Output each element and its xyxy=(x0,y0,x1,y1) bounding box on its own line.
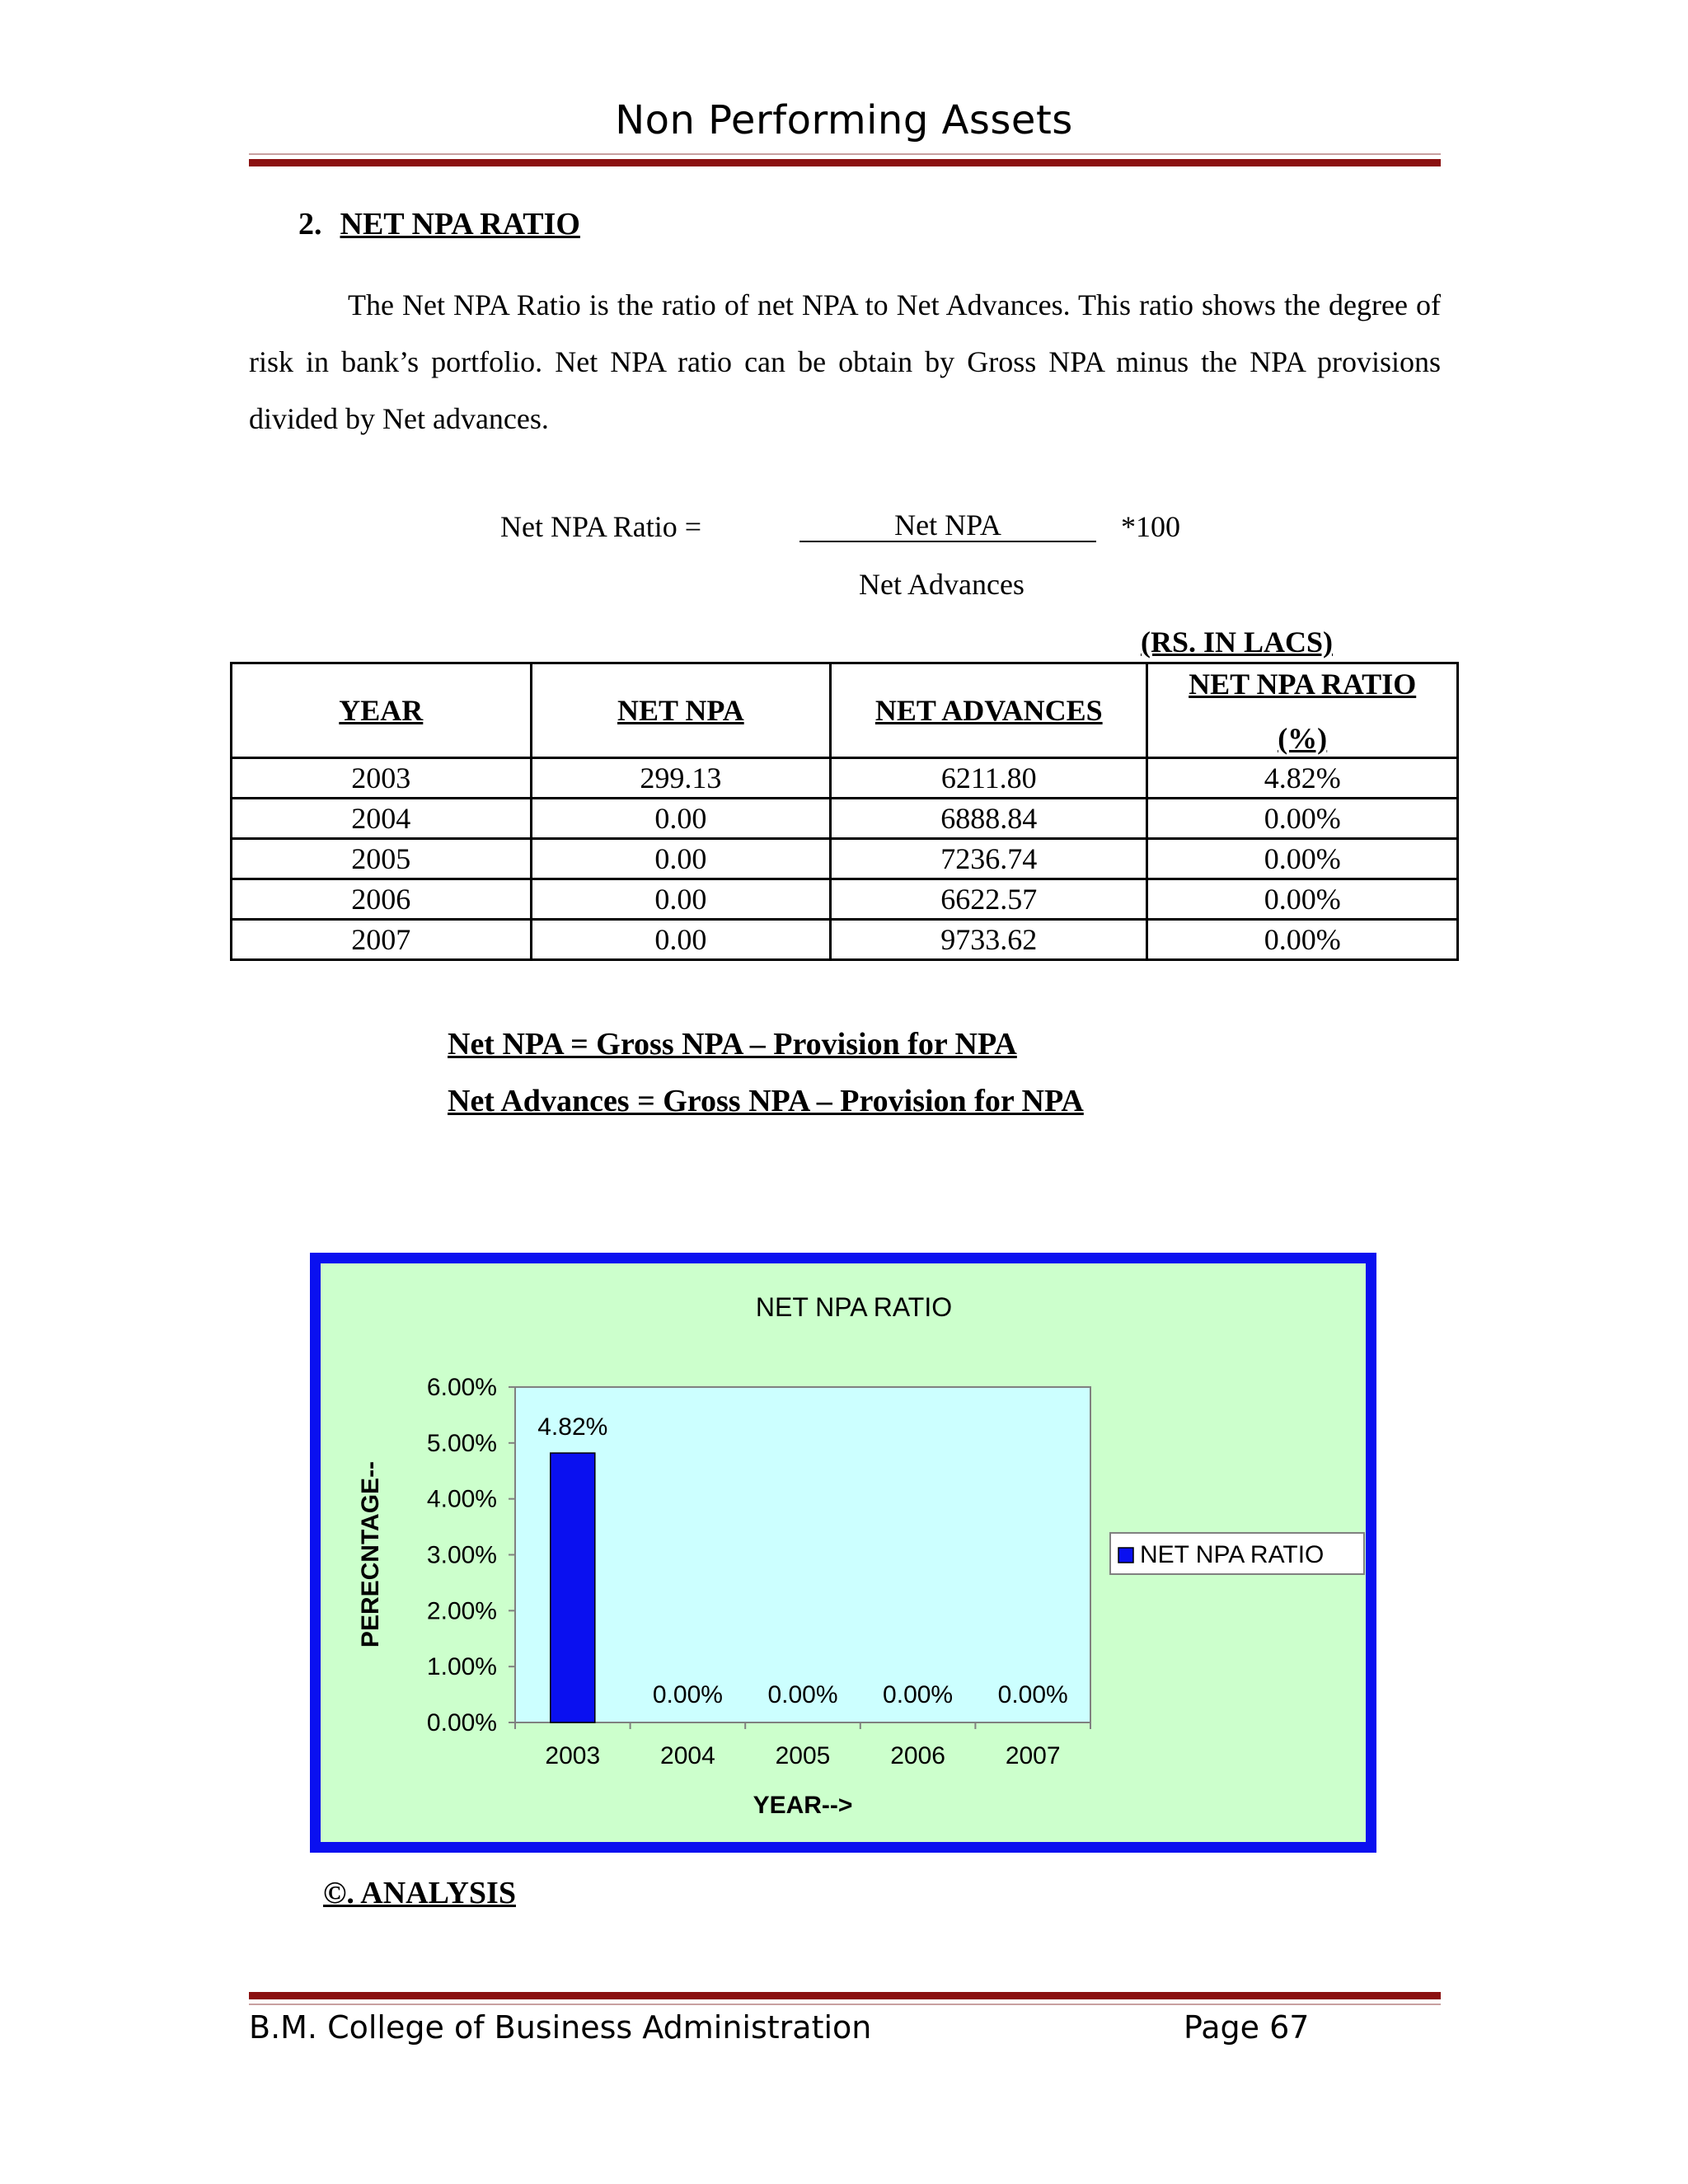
formula-label: Net NPA Ratio = xyxy=(500,510,702,543)
npa-table xyxy=(230,662,1459,961)
cell-net-npa: 0.00 xyxy=(531,920,831,960)
x-tick-label: 2006 xyxy=(890,1742,945,1769)
data-label: 0.00% xyxy=(767,1681,838,1708)
x-axis-title: YEAR--> xyxy=(753,1792,853,1819)
chart-title: NET NPA RATIO xyxy=(755,1292,953,1322)
cell-net-npa: 0.00 xyxy=(531,879,831,920)
cell-ratio: 0.00% xyxy=(1147,920,1458,960)
y-axis-title: PERECNTAGE-- xyxy=(357,1460,384,1648)
footer-divider-thin xyxy=(249,2004,1441,2005)
table-row xyxy=(232,879,1458,920)
cell-year: 2006 xyxy=(232,879,532,920)
header-net-npa-ratio xyxy=(1147,663,1458,758)
formula-denominator: Net Advances xyxy=(859,568,1025,601)
formula-multiplier: *100 xyxy=(1121,510,1180,543)
paragraph-text: The Net NPA Ratio is the ratio of net NPA to Net Advances. This ratio shows the degree of risk in bank’s portfolio. Net NPA ratio can be obtain by Gross NPA minus the NPA provisions divided by Net advances. xyxy=(249,288,1441,435)
header-year: YEAR xyxy=(232,663,532,758)
data-label: 4.82% xyxy=(537,1413,608,1441)
y-tick-label: 1.00% xyxy=(426,1653,497,1681)
header-divider-thin xyxy=(249,153,1441,155)
cell-year: 2003 xyxy=(232,758,532,799)
bar xyxy=(551,1453,595,1722)
bars xyxy=(551,1453,595,1722)
cell-net-advances: 7236.74 xyxy=(831,839,1147,879)
footer-divider-thick xyxy=(249,1992,1441,1999)
y-tick-label: 5.00% xyxy=(426,1429,497,1457)
y-tick-label: 0.00% xyxy=(426,1709,497,1736)
table-row xyxy=(232,920,1458,960)
section-number: 2. xyxy=(298,207,322,241)
header-ratio-line1: NET NPA RATIO xyxy=(1189,668,1417,701)
note-net-npa: Net NPA = Gross NPA – Provision for NPA xyxy=(448,1027,1017,1062)
cell-ratio: 0.00% xyxy=(1147,879,1458,920)
y-tick-label: 3.00% xyxy=(426,1541,497,1569)
cell-ratio: 0.00% xyxy=(1147,839,1458,879)
cell-year: 2005 xyxy=(232,839,532,879)
section-title: NET NPA RATIO xyxy=(340,207,580,241)
body-paragraph xyxy=(249,277,1441,448)
y-tick-label: 6.00% xyxy=(426,1374,497,1401)
cell-net-advances: 6888.84 xyxy=(831,799,1147,839)
header-ratio-line2: (%) xyxy=(1278,722,1328,755)
x-tick-label: 2005 xyxy=(775,1742,831,1769)
cell-net-advances: 6211.80 xyxy=(831,758,1147,799)
legend-swatch xyxy=(1118,1548,1133,1563)
cell-net-npa: 299.13 xyxy=(531,758,831,799)
header-net-advances: NET ADVANCES xyxy=(831,663,1147,758)
table-header-row xyxy=(232,663,1458,758)
section-heading xyxy=(298,206,580,242)
analysis-heading: ©. ANALYSIS xyxy=(323,1876,516,1910)
y-tick-label: 4.00% xyxy=(426,1485,497,1513)
note-net-advances: Net Advances = Gross NPA – Provision for NPA xyxy=(448,1084,1084,1118)
legend xyxy=(1110,1533,1364,1574)
x-axis xyxy=(515,1722,1090,1769)
cell-ratio: 0.00% xyxy=(1147,799,1458,839)
cell-net-npa: 0.00 xyxy=(531,839,831,879)
table-row xyxy=(232,758,1458,799)
legend-label: NET NPA RATIO xyxy=(1140,1541,1325,1568)
page-header-title: Non Performing Assets xyxy=(615,97,1073,143)
cell-year: 2004 xyxy=(232,799,532,839)
x-tick-label: 2004 xyxy=(660,1742,715,1769)
y-axis xyxy=(427,1374,515,1736)
cell-year: 2007 xyxy=(232,920,532,960)
data-label: 0.00% xyxy=(652,1681,723,1708)
units-label: (RS. IN LACS) xyxy=(1141,626,1334,658)
cell-ratio: 4.82% xyxy=(1147,758,1458,799)
table-row xyxy=(232,799,1458,839)
footer-college-name: B.M. College of Business Administration xyxy=(249,2009,872,2046)
net-npa-ratio-chart xyxy=(321,1263,1366,1842)
x-tick-label: 2007 xyxy=(1005,1742,1061,1769)
chart-frame xyxy=(310,1253,1376,1853)
data-label: 0.00% xyxy=(997,1681,1068,1708)
cell-net-advances: 9733.62 xyxy=(831,920,1147,960)
footer-page-number: Page 67 xyxy=(1184,2009,1310,2046)
y-tick-label: 2.00% xyxy=(426,1597,497,1625)
x-tick-label: 2003 xyxy=(545,1742,601,1769)
formula-numerator: Net NPA xyxy=(799,509,1096,542)
header-net-npa: NET NPA xyxy=(531,663,831,758)
cell-net-npa: 0.00 xyxy=(531,799,831,839)
table-row xyxy=(232,839,1458,879)
header-divider-thick xyxy=(249,159,1441,166)
cell-net-advances: 6622.57 xyxy=(831,879,1147,920)
data-label: 0.00% xyxy=(883,1681,954,1708)
